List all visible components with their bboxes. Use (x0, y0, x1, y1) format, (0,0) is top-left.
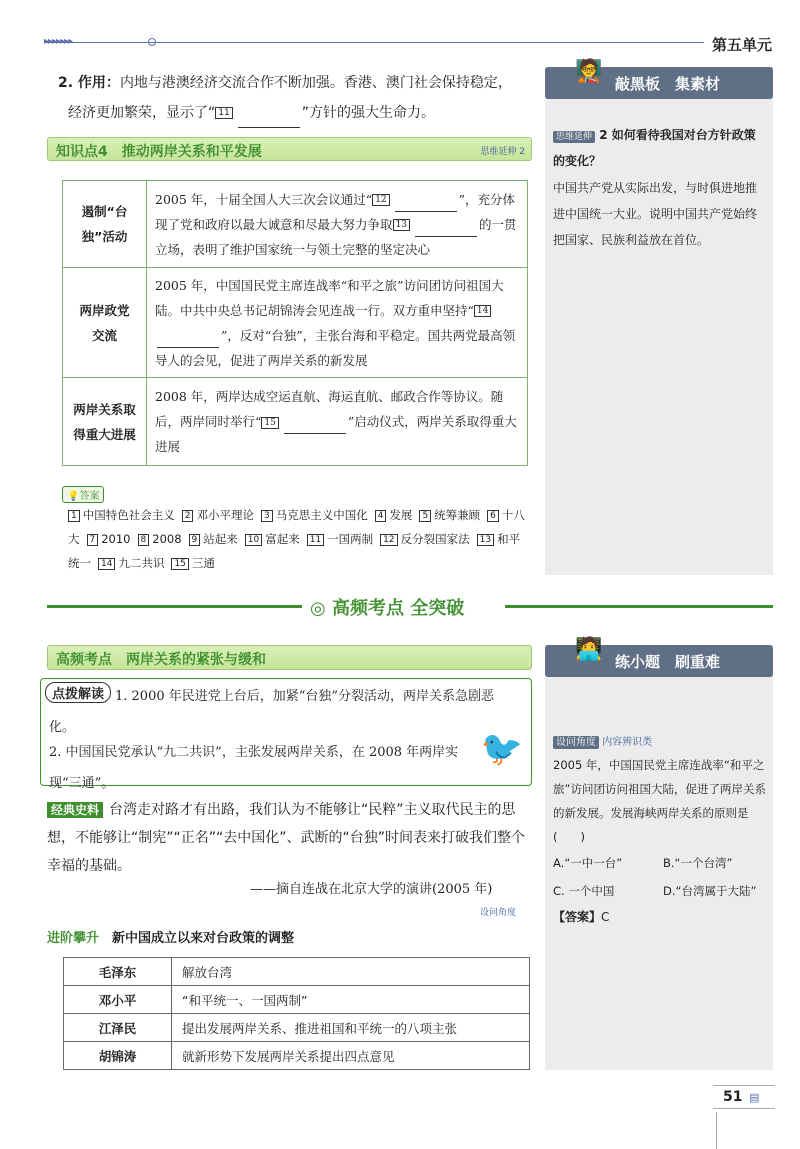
answer-item (245, 532, 300, 546)
answer-text: 2010 (101, 532, 131, 546)
sidebar-2-header (545, 637, 773, 677)
divider-line-left (47, 605, 302, 608)
answer-num: 8 (138, 534, 150, 546)
sidebar-1-body: 中国共产党从实际出发，与时俱进地推进中国统一大业。说明中国共产党始终把国家、民族利益放在首位。 (553, 181, 758, 247)
blank-num-11: 11 (215, 107, 232, 119)
classic-badge: 经典史料 (47, 802, 103, 818)
answer-item (98, 556, 164, 570)
blank-11[interactable] (238, 112, 300, 128)
blank-14[interactable] (157, 332, 219, 348)
item-2-text1: 内地与港澳经济交流合作不断加强。香港、澳门社会保持稳定， (119, 75, 512, 91)
bulb-icon: 💡 (67, 491, 80, 502)
answer-value: C (601, 910, 610, 924)
hf-p1: 1. 2000 年民进党上台后，加紧“台独”分裂活动，两岸关系急剧恶化。 (49, 689, 495, 735)
item-2-label: 2. 作用： (58, 75, 120, 91)
answer-num: 14 (98, 558, 115, 570)
answer-num: 5 (419, 510, 431, 522)
answer-num: 11 (307, 534, 324, 546)
item-2 (58, 68, 528, 128)
sidebar-2-tag: 设问角度 (553, 736, 599, 749)
kp4-title: 知识点4 推动两岸关系和平发展 (56, 144, 262, 160)
adv-table (63, 957, 530, 1070)
option-b[interactable]: B.“一个台湾” (663, 856, 733, 870)
answer-item (171, 556, 214, 570)
answer-text: 马克思主义中国化 (275, 508, 368, 522)
answer-item (307, 532, 373, 546)
option-a[interactable]: A.“一中一台” (553, 856, 623, 870)
answer-text: 反分裂国家法 (400, 532, 470, 546)
answer-text: 三通 (191, 556, 215, 570)
policy: 解放台湾 (172, 958, 530, 986)
blank-num-12: 12 (372, 194, 389, 206)
table-row (63, 378, 528, 466)
adv-header (47, 927, 294, 946)
unit-title: 第五单元 (712, 36, 773, 54)
adv-badge: 进阶攀升 (47, 931, 100, 946)
row-head: 两岸政党交流 (63, 268, 147, 378)
row-text: 2005 年，十届全国人大三次会议通过“ (155, 191, 373, 207)
table-row (64, 1042, 530, 1070)
sidebar-1-q: 如何看待我国对台方针政策的变化？ (553, 128, 756, 168)
kp4-tag: 思维延伸 2 (480, 147, 525, 157)
answer-item (380, 532, 469, 546)
page-number: 51 (723, 1089, 743, 1105)
answer-num: 10 (245, 534, 262, 546)
blank-15[interactable] (284, 418, 346, 434)
book-icon: ▤ (749, 1091, 760, 1104)
person-icon: 🧑‍🏫 (575, 59, 603, 84)
sidebar-1-tag: 思维延伸 (553, 131, 595, 143)
item-2-text2b: ”方针的强大生命力。 (301, 105, 435, 121)
classic-source: ——摘自连战在北京大学的演讲(2005 年) (250, 882, 493, 897)
answer-num: 12 (380, 534, 397, 546)
policy: “和平统一、一国两制” (172, 986, 530, 1014)
sidebar-1 (545, 59, 773, 575)
row-head: 遏制“台独”活动 (63, 181, 147, 268)
sidebar-2-title: 练小题 刷重难 (615, 653, 721, 671)
blank-13[interactable] (415, 221, 477, 237)
leader-name: 毛泽东 (64, 958, 172, 986)
sidebar-2 (545, 637, 773, 1070)
blank-12[interactable] (395, 196, 457, 212)
answer-num: 3 (261, 510, 273, 522)
row-text: 2005 年，中国国民党主席连战率“和平之旅”访问团访问祖国大陆。中共中央总书记胡锦涛会见连战一行。双方重申坚持“ (155, 277, 504, 318)
row-head: 两岸关系取得重大进展 (63, 378, 147, 466)
answer-num: 1 (68, 510, 80, 522)
answer-num: 6 (487, 510, 499, 522)
row-text: ”，反对“台独”，主张台海和平稳定。国共两党最高领导人的会见，促进了两岸关系的新发展 (155, 327, 516, 368)
kp4-table (62, 180, 528, 466)
blank-num-14: 14 (474, 305, 491, 317)
header-arrows: ▸▸▸▸▸▸▸ (44, 36, 73, 47)
mascot-icon: 🐦 (480, 729, 523, 769)
question-stem: 2005 年，中国国民党主席连战率“和平之旅”访问团访问祖国大陆，促进了两岸关系的新发展。发展海峡两岸关系的原则是 (553, 758, 766, 820)
answer-item (375, 508, 413, 522)
row-body (147, 268, 528, 378)
sidebar-1-title: 敲黑板 集素材 (615, 75, 721, 93)
answer-num: 9 (189, 534, 201, 546)
answer-item (182, 508, 254, 522)
answer-num: 2 (182, 510, 194, 522)
hf-title: 高频考点 两岸关系的紧张与缓和 (56, 652, 266, 668)
kp4-header (47, 137, 532, 161)
blank-num-15: 15 (261, 417, 278, 429)
answers-label: 答案 (79, 491, 100, 502)
answer-item (189, 532, 238, 546)
policy: 提出发展两岸关系、推进祖国和平统一的八项主张 (172, 1014, 530, 1042)
row-text: 2008 年，两岸达成空运直航、海运直航、邮政合作等协议。随后，两岸同时举行“ (155, 389, 504, 429)
answer-item (261, 508, 368, 522)
sidebar-2-type: 内容辨识类 (602, 737, 653, 748)
leader-name: 邓小平 (64, 986, 172, 1014)
answer-label: 【答案】 (553, 910, 602, 924)
sidebar-2-stem (553, 753, 767, 849)
hf-badge: 点拨解读 (45, 682, 111, 703)
answer-text: 九二共识 (118, 556, 165, 570)
answer-text: 统筹兼顾 (434, 508, 481, 522)
answer-text: 富起来 (265, 532, 300, 546)
answer-item (68, 508, 175, 522)
page-number-box (713, 1085, 775, 1109)
answer-text: 中国特色社会主义 (82, 508, 175, 522)
row-text: 的一贯立场，表明了维护国家统一与领土完整的坚定决心 (155, 216, 517, 257)
item-2-text2a: 经济更加繁荣，显示了“ (68, 105, 216, 121)
answer-item (419, 508, 480, 522)
table-row (64, 986, 530, 1014)
answer-text: 站起来 (203, 532, 238, 546)
answer-text: 十八大 (68, 508, 525, 546)
sidebar-2-answer (553, 908, 609, 925)
classic-tag: 设问角度 (480, 908, 517, 918)
divider-line-right (505, 605, 773, 608)
table-row (63, 181, 528, 268)
answer-num: 13 (477, 534, 494, 546)
answer-paren: ( ) (553, 830, 585, 844)
option-d[interactable]: D.“台湾属于大陆” (663, 884, 757, 898)
hf-box (40, 678, 532, 791)
table-row (63, 268, 528, 378)
classic-block (47, 796, 529, 880)
leader-name: 胡锦涛 (64, 1042, 172, 1070)
leader-name: 江泽民 (64, 1014, 172, 1042)
divider-title (310, 594, 464, 620)
classic-text: 台湾走对路才有出路，我们认为不能够让“民粹”主义取代民主的思想，不能够让“制宪”“正名”“去中国化”、武断的“台独”时间表来打破我们整个幸福的基础。 (47, 802, 526, 874)
answer-text: 和平统一 (68, 532, 521, 570)
sidebar-1-header (545, 59, 773, 99)
answer-item (87, 532, 131, 546)
row-body (147, 181, 528, 268)
sidebar-1-question (553, 123, 767, 173)
hf-p2: 2. 中国国民党承认“九二共识”，主张发展两岸关系，在 2008 年两岸实现“三通”。 (49, 745, 459, 791)
header-rule (44, 42, 704, 43)
answer-text: 发展 (389, 508, 413, 522)
sidebar-2-tagline (553, 733, 652, 748)
row-text: ”启动仪式，两岸关系取得重大进展 (155, 414, 517, 454)
header-dot (148, 38, 156, 46)
blank-num-13: 13 (393, 219, 410, 231)
table-row (64, 958, 530, 986)
person-icon: 🧑‍💻 (575, 637, 603, 662)
answers-list (68, 503, 530, 575)
adv-title: 新中国成立以来对台政策的调整 (112, 931, 295, 946)
answer-text: 邓小平理论 (196, 508, 254, 522)
page-rule (716, 1112, 717, 1149)
row-text: ”，充分体现了党和政府以最大诚意和尽最大努力争取 (155, 191, 516, 232)
answers-badge (62, 486, 104, 503)
answer-text: 2008 (152, 532, 182, 546)
divider-title-text: 高频考点 全突破 (332, 598, 465, 619)
row-body (147, 378, 528, 466)
policy: 就新形势下发展两岸关系提出四点意见 (172, 1042, 530, 1070)
answer-num: 4 (375, 510, 387, 522)
option-c[interactable]: C. 一个中国 (553, 884, 615, 898)
answer-num: 15 (171, 558, 188, 570)
sidebar-1-num: 2 (599, 128, 608, 142)
swirl-icon: ◎ (310, 598, 326, 619)
answer-item (138, 532, 182, 546)
answer-num: 7 (87, 534, 99, 546)
table-row (64, 1014, 530, 1042)
answer-text: 一国两制 (327, 532, 374, 546)
hf-header (47, 645, 532, 670)
